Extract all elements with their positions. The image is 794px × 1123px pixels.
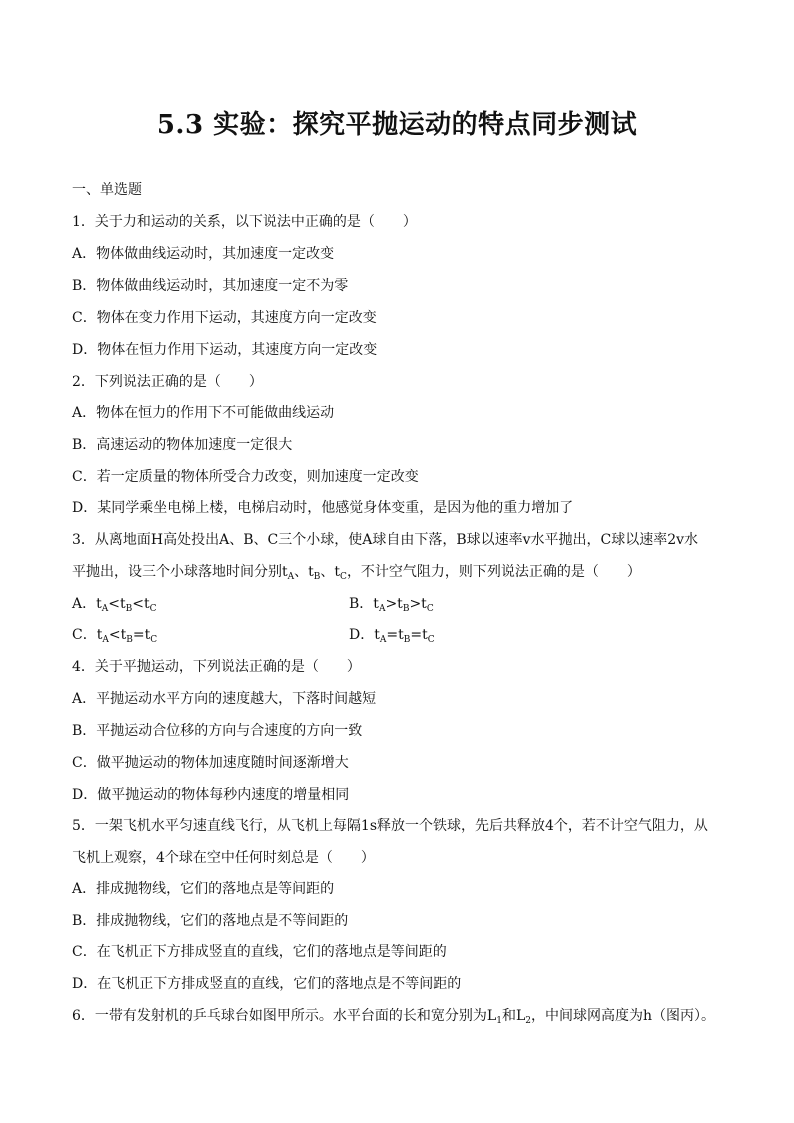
question-5-option-a: A．排成抛物线，它们的落地点是等间距的	[72, 881, 335, 897]
question-2-stem: 2．下列说法正确的是（ ）	[72, 374, 263, 390]
question-4-option-c: C．做平抛运动的物体加速度随时间逐渐增大	[72, 755, 349, 771]
question-2-option-b: B．高速运动的物体加速度一定很大	[72, 437, 293, 453]
section-heading: 一、单选题	[72, 182, 142, 198]
question-3-stem-line2: 平抛出，设三个小球落地时间分别$t_A$、$t_B$、$t_C$，不计空气阻力，则下列说法正确的是（ ）	[72, 564, 641, 582]
question-2-option-a: A．物体在恒力的作用下不可能做曲线运动	[72, 405, 335, 421]
question-1-option-d: D．物体在恒力作用下运动，其速度方向一定改变	[72, 342, 378, 358]
question-1-stem: 1．关于力和运动的关系，以下说法中正确的是（ ）	[72, 214, 417, 230]
question-6-stem: 6．一带有发射机的乒乓球台如图甲所示。水平台面的长和宽分别为$L_1$和$L_2$，中间球网高度为h（图丙）。	[72, 1008, 715, 1026]
question-5-option-d: D．在飞机正下方排成竖直的直线，它们的落地点是不等间距的	[72, 976, 462, 992]
question-3-option-a: A．$t_A<t_B<t_C$	[72, 596, 157, 614]
question-3-option-c: C．$t_A<t_B=t_C$	[72, 627, 158, 645]
question-3-option-d: D．$t_A=t_B=t_C$	[349, 627, 435, 645]
question-2-option-d: D．某同学乘坐电梯上楼，电梯启动时，他感觉身体变重，是因为他的重力增加了	[72, 500, 574, 516]
page-title: 5.3 实验：探究平抛运动的特点同步测试	[156, 110, 638, 140]
question-3-option-b: B．$t_A>t_B>t_C$	[349, 596, 434, 614]
question-4-stem: 4．关于平抛运动，下列说法正确的是（ ）	[72, 659, 361, 675]
question-1-option-a: A．物体做曲线运动时，其加速度一定改变	[72, 246, 335, 262]
question-5-stem-line2: 飞机上观察，4个球在空中任何时刻总是（ ）	[72, 850, 375, 866]
question-2-option-c: C．若一定质量的物体所受合力改变，则加速度一定改变	[72, 469, 419, 485]
question-3-stem-line1: 3．从离地面H高处投出A、B、C三个小球，使A球自由下落，B球以速率v水平抛出，C球以速率2v水	[72, 532, 699, 548]
question-5-option-c: C．在飞机正下方排成竖直的直线，它们的落地点是等间距的	[72, 944, 447, 960]
question-5-stem-line1: 5．一架飞机水平匀速直线飞行，从飞机上每隔1s释放一个铁球，先后共释放4个，若不计空气阻力，从	[72, 818, 708, 834]
question-4-option-d: D．做平抛运动的物体每秒内速度的增量相同	[72, 787, 350, 803]
question-1-option-b: B．物体做曲线运动时，其加速度一定不为零	[72, 278, 349, 294]
question-5-option-b: B．排成抛物线，它们的落地点是不等间距的	[72, 913, 349, 929]
question-4-option-b: B．平抛运动合位移的方向与合速度的方向一致	[72, 723, 363, 739]
question-1-option-c: C．物体在变力作用下运动，其速度方向一定改变	[72, 310, 377, 326]
question-4-option-a: A．平抛运动水平方向的速度越大，下落时间越短	[72, 691, 377, 707]
